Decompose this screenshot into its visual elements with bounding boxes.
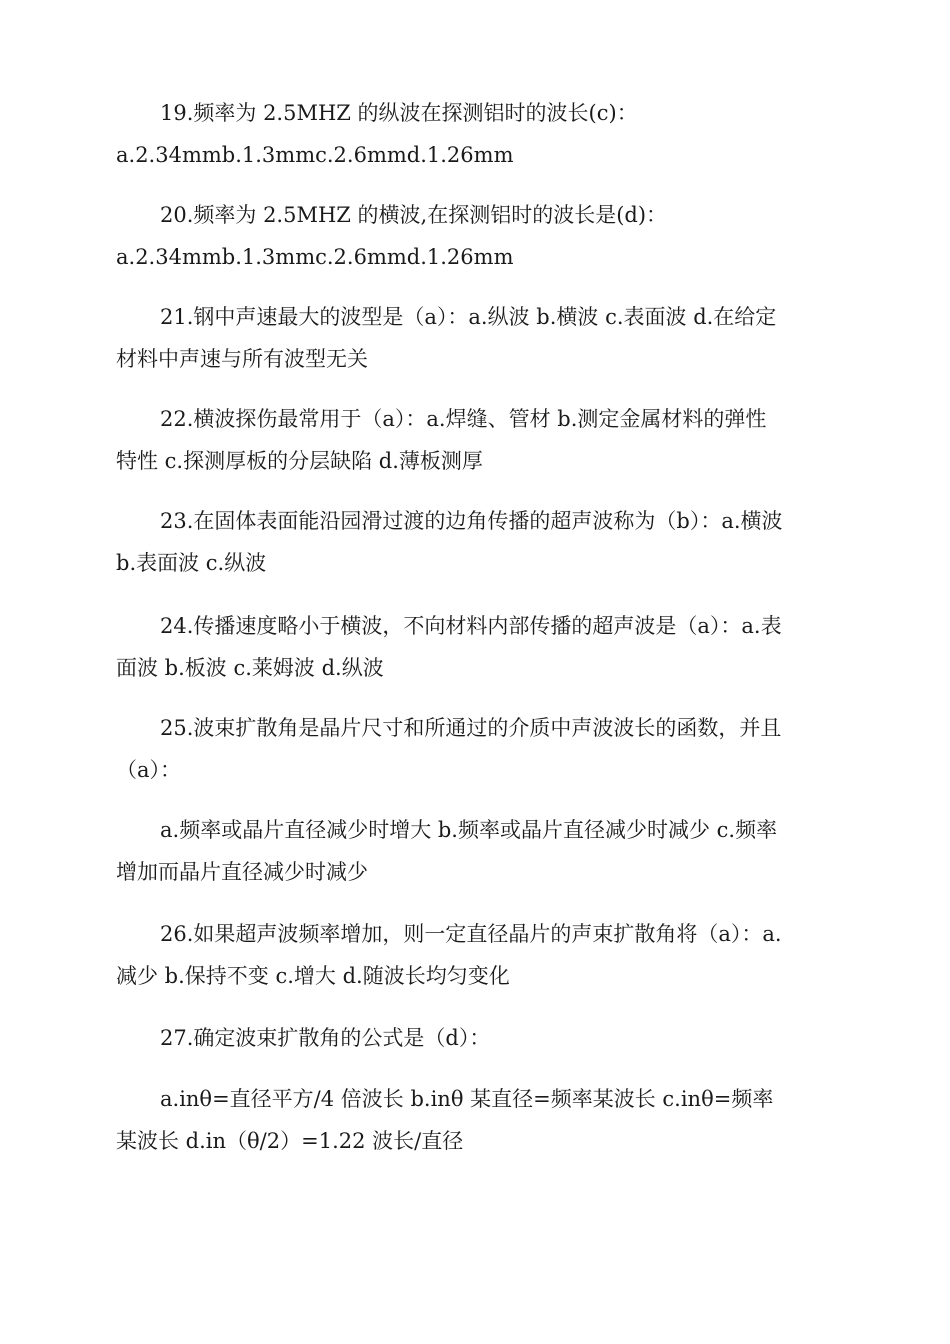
question-25-options-cont: 增加而晶片直径减少时减少: [116, 860, 368, 884]
question-25: [116, 707, 834, 791]
question-27-options: [116, 1078, 834, 1162]
question-22-text: 22.横波探伤最常用于（a）：a.焊缝、管材 b.测定金属材料的弹性: [160, 407, 767, 431]
question-25-text-cont: （a）：: [116, 758, 182, 782]
question-27-options-cont: 某波长 d.in（θ/2）=1.22 波长/直径: [116, 1129, 464, 1153]
question-19: [116, 92, 834, 134]
question-21-text: 21.钢中声速最大的波型是（a）：a.纵波 b.横波 c.表面波 d.在给定: [160, 305, 777, 329]
question-23-text-cont: b.表面波 c.纵波: [116, 551, 267, 575]
question-27: [116, 1017, 834, 1059]
question-24-text: 24.传播速度略小于横波，不向材料内部传播的超声波是（a）：a.表: [160, 614, 782, 638]
question-25-options-text: a.频率或晶片直径减少时增大 b.频率或晶片直径减少时减少 c.频率: [160, 818, 778, 842]
question-20-options-text: a.2.34mmb.1.3mmc.2.6mmd.1.26mm: [116, 245, 514, 269]
question-24: [116, 605, 834, 689]
question-23: [116, 500, 834, 584]
question-21-text-cont: 材料中声速与所有波型无关: [116, 347, 368, 371]
question-19-text: 19.频率为 2.5MHZ 的纵波在探测铝时的波长(c)：: [160, 101, 638, 125]
question-20-options: [116, 236, 834, 278]
question-27-options-text: a.inθ=直径平方/4 倍波长 b.inθ 某直径=频率某波长 c.inθ=频率: [160, 1087, 774, 1111]
question-25-text: 25.波束扩散角是晶片尺寸和所通过的介质中声波波长的函数，并且: [160, 716, 782, 740]
question-22: [116, 398, 834, 482]
question-24-text-cont: 面波 b.板波 c.莱姆波 d.纵波: [116, 656, 384, 680]
question-20: [116, 194, 834, 236]
question-27-text: 27.确定波束扩散角的公式是（d）：: [160, 1026, 491, 1050]
question-19-options: [116, 134, 834, 176]
question-26-text-cont: 减少 b.保持不变 c.增大 d.随波长均匀变化: [116, 964, 510, 988]
question-19-options-text: a.2.34mmb.1.3mmc.2.6mmd.1.26mm: [116, 143, 514, 167]
question-26: [116, 913, 834, 997]
question-25-options: [116, 809, 834, 893]
question-26-text: 26.如果超声波频率增加，则一定直径晶片的声束扩散角将（a）：a.: [160, 922, 782, 946]
question-21: [116, 296, 834, 380]
question-20-text: 20.频率为 2.5MHZ 的横波,在探测铝时的波长是(d)：: [160, 203, 668, 227]
question-22-text-cont: 特性 c.探测厚板的分层缺陷 d.薄板测厚: [116, 449, 483, 473]
question-23-text: 23.在固体表面能沿园滑过渡的边角传播的超声波称为（b）：a.横波: [160, 509, 783, 533]
